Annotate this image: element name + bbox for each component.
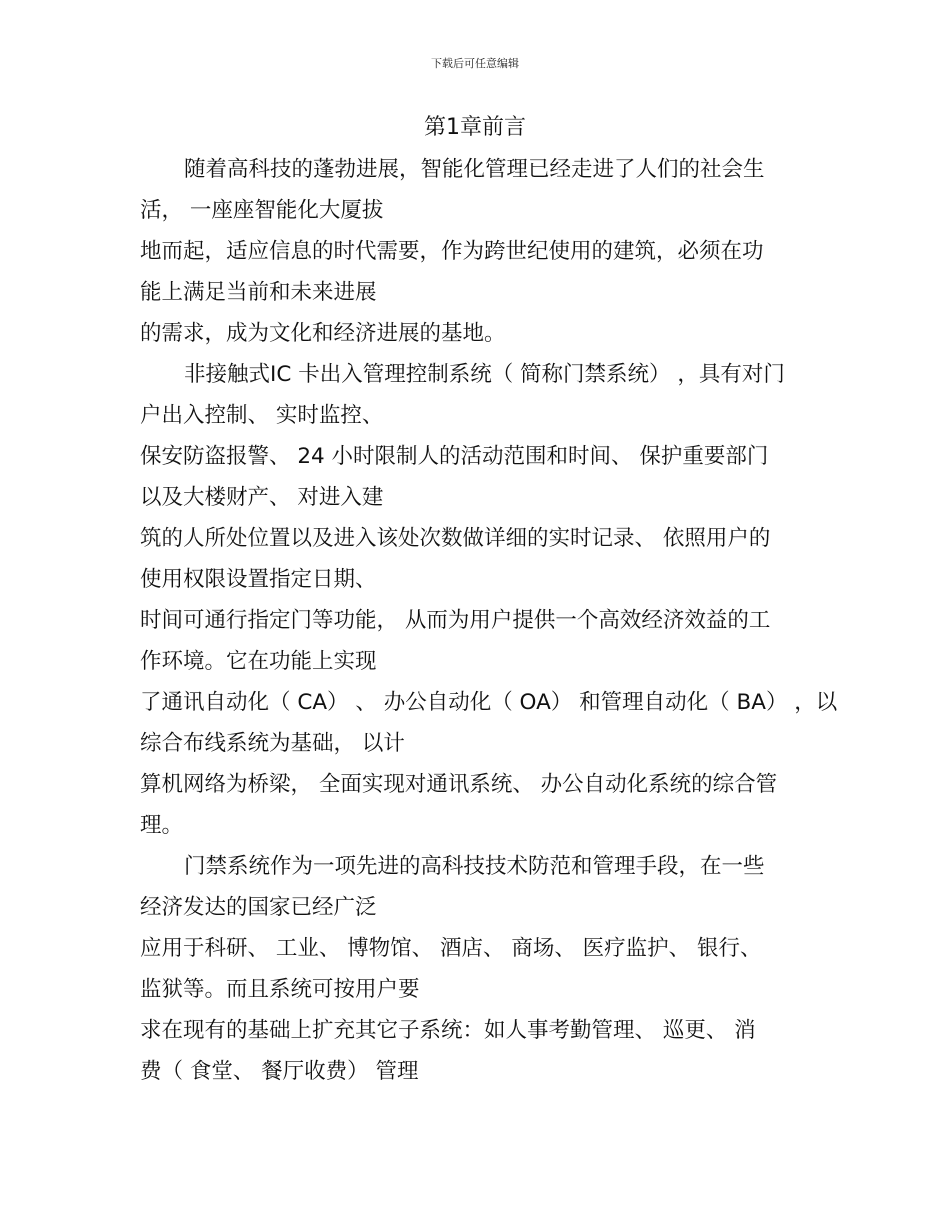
- text-line: 活， 一座座智能化大厦拔: [140, 198, 384, 223]
- text-line: 监狱等。而且系统可按用户要: [140, 977, 420, 1002]
- document-body: [140, 149, 838, 1092]
- paragraph-3: [140, 846, 810, 1092]
- text-line: 了通讯自动化（ CA） 、 办公自动化（ OA） 和管理自动化（ BA） ，以: [140, 690, 838, 715]
- text-line: 求在现有的基础上扩充其它子系统：如人事考勤管理、 巡更、 消: [140, 1018, 756, 1043]
- text-line: 保安防盗报警、 24 小时限制人的活动范围和时间、 保护重要部门: [140, 444, 769, 469]
- text-line: 综合布线系统为基础， 以计: [140, 731, 405, 756]
- page-header: 下载后可任意编辑: [431, 57, 519, 70]
- text-line: 随着高科技的蓬勃进展，智能化管理已经走进了人们的社会生: [184, 157, 765, 182]
- paragraph-1: [140, 149, 810, 354]
- text-line: 时间可通行指定门等功能， 从而为用户提供一个高效经济效益的工: [140, 608, 771, 633]
- text-line: 费（ 食堂、 餐厅收费） 管理: [140, 1059, 419, 1084]
- text-line: 门禁系统作为一项先进的高科技技术防范和管理手段，在一些: [184, 854, 765, 879]
- text-line: 非接触式IC 卡出入管理控制系统（ 简称门禁系统） ，具有对门: [184, 362, 785, 387]
- paragraph-2: [140, 354, 838, 846]
- text-line: 户出入控制、 实时监控、: [140, 403, 384, 428]
- text-line: 地而起，适应信息的时代需要，作为跨世纪使用的建筑，必须在功: [140, 239, 764, 264]
- chapter-title: 第1章前言: [424, 115, 526, 140]
- text-line: 算机网络为桥梁， 全面实现对通讯系统、 办公自动化系统的综合管: [140, 772, 778, 797]
- text-line: 筑的人所处位置以及进入该处次数做详细的实时记录、 依照用户的: [140, 526, 771, 551]
- text-line: 作环境。它在功能上实现: [140, 649, 377, 674]
- text-line: 理。: [140, 813, 184, 838]
- text-line: 能上满足当前和未来进展: [140, 280, 377, 305]
- text-line: 以及大楼财产、 对进入建: [140, 485, 384, 510]
- text-line: 经济发达的国家已经广泛: [140, 895, 377, 920]
- text-line: 使用权限设置指定日期、: [140, 567, 377, 592]
- text-line: 的需求，成为文化和经济进展的基地。: [140, 321, 506, 346]
- text-line: 应用于科研、 工业、 博物馆、 酒店、 商场、 医疗监护、 银行、: [140, 936, 762, 961]
